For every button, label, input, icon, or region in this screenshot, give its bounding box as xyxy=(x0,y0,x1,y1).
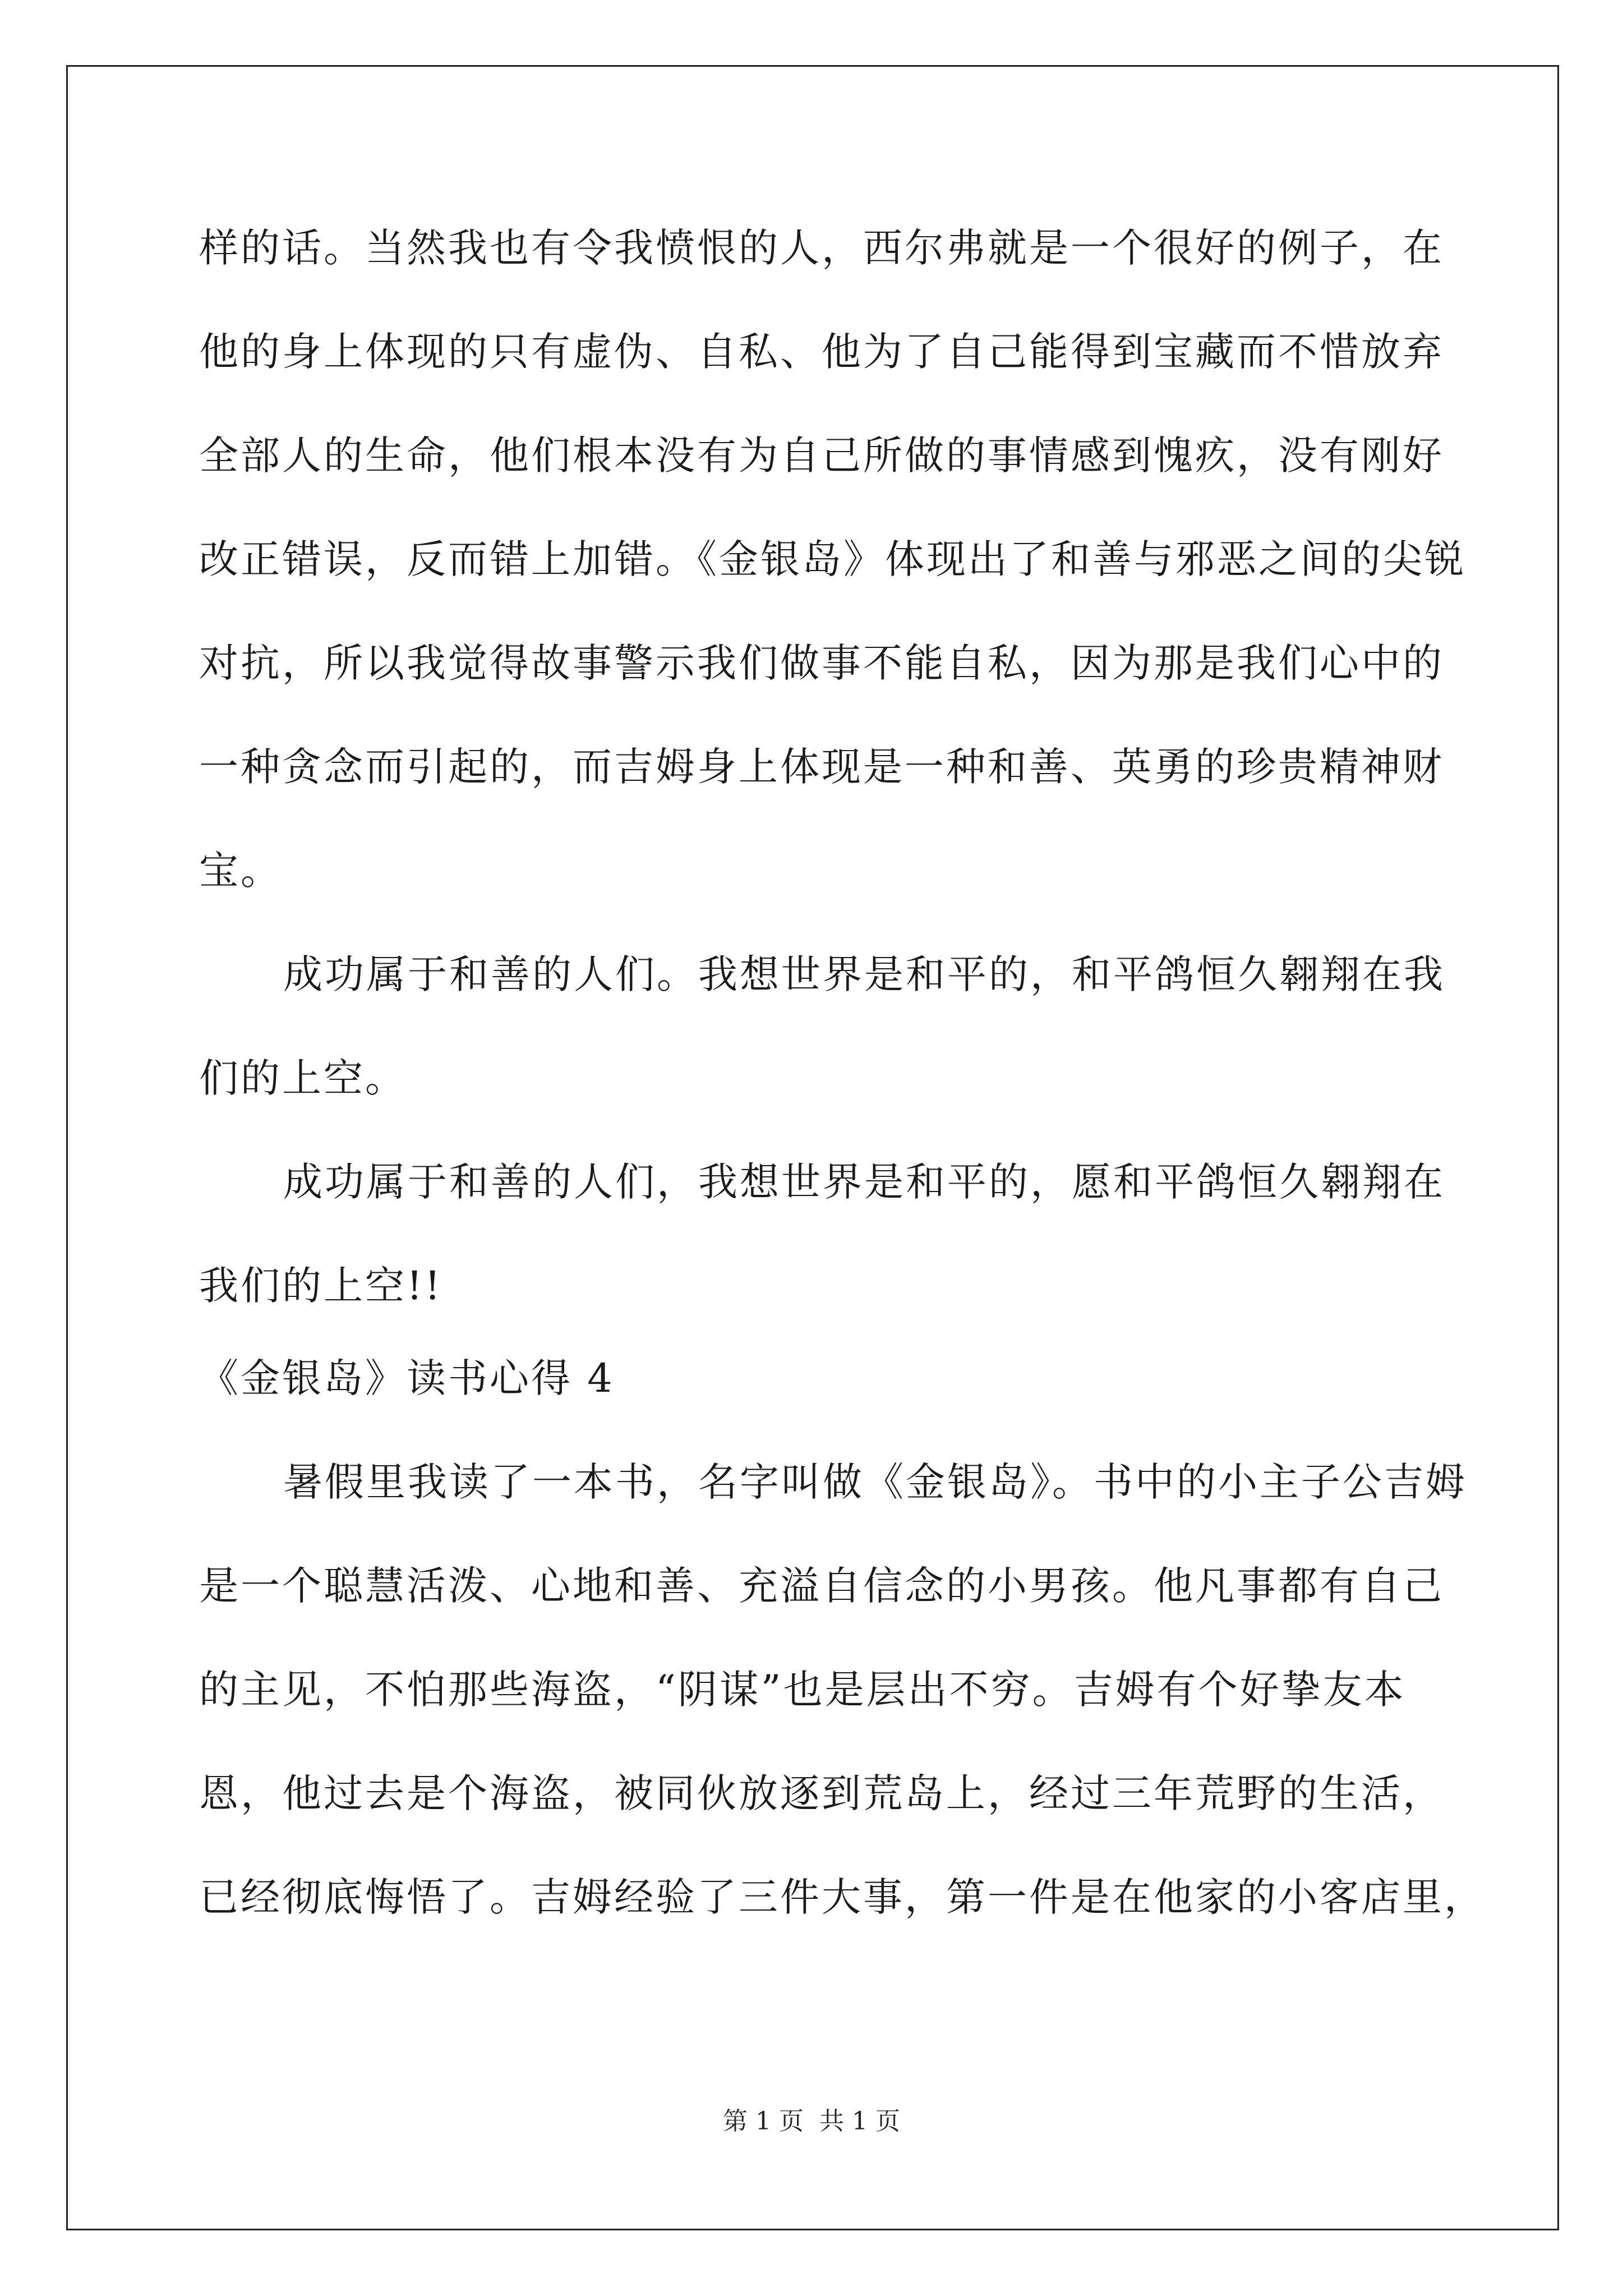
paragraph-start-line: 成功属于和善的人们，我想世界是和平的，愿和平鸽恒久翱翔在 xyxy=(283,1159,1445,1205)
text-line: 的主见，不怕那些海盗，“阴谋”也是层出不穷。吉姆有个好挚友本 xyxy=(199,1667,1406,1713)
paragraph-start-line: 暑假里我读了一本书，名字叫做《金银岛》。书中的小主子公吉姆 xyxy=(283,1459,1467,1505)
paragraph-start-line: 成功属于和善的人们。我想世界是和平的，和平鸽恒久翱翔在我 xyxy=(283,951,1445,997)
text-line: 恩，他过去是个海盗，被同伙放逐到荒岛上，经过三年荒野的生活， xyxy=(199,1770,1444,1816)
text-line: 已经彻底悔悟了。吉姆经验了三件大事，第一件是在他家的小客店里， xyxy=(199,1874,1486,1920)
page-total: 共 1 页 xyxy=(819,2107,900,2136)
text-line: 改正错误，反而错上加错。《金银岛》体现出了和善与邪恶之间的尖锐 xyxy=(199,536,1466,582)
text-line: 一种贪念而引起的，而吉姆身上体现是一种和善、英勇的珍贵精神财 xyxy=(199,744,1444,790)
text-line: 我们的上空!! xyxy=(199,1263,443,1309)
text-line: 样的话。当然我也有令我愤恨的人，西尔弗就是一个很好的例子，在 xyxy=(199,225,1444,271)
page-number: 第 1 页 xyxy=(723,2107,804,2136)
text-line: 是一个聪慧活泼、心地和善、充溢自信念的小男孩。他凡事都有自己 xyxy=(199,1563,1444,1609)
section-heading: 《金银岛》读书心得 4 xyxy=(199,1355,615,1401)
text-line: 宝。 xyxy=(199,848,282,894)
text-line: 全部人的生命，他们根本没有为自己所做的事情感到愧疚，没有刚好 xyxy=(199,432,1444,478)
text-line: 对抗，所以我觉得故事警示我们做事不能自私，因为那是我们心中的 xyxy=(199,640,1444,686)
text-line: 他的身上体现的只有虚伪、自私、他为了自己能得到宝藏而不惜放弃 xyxy=(199,329,1444,375)
page-footer xyxy=(0,2105,1623,2138)
text-line: 们的上空。 xyxy=(199,1055,407,1101)
